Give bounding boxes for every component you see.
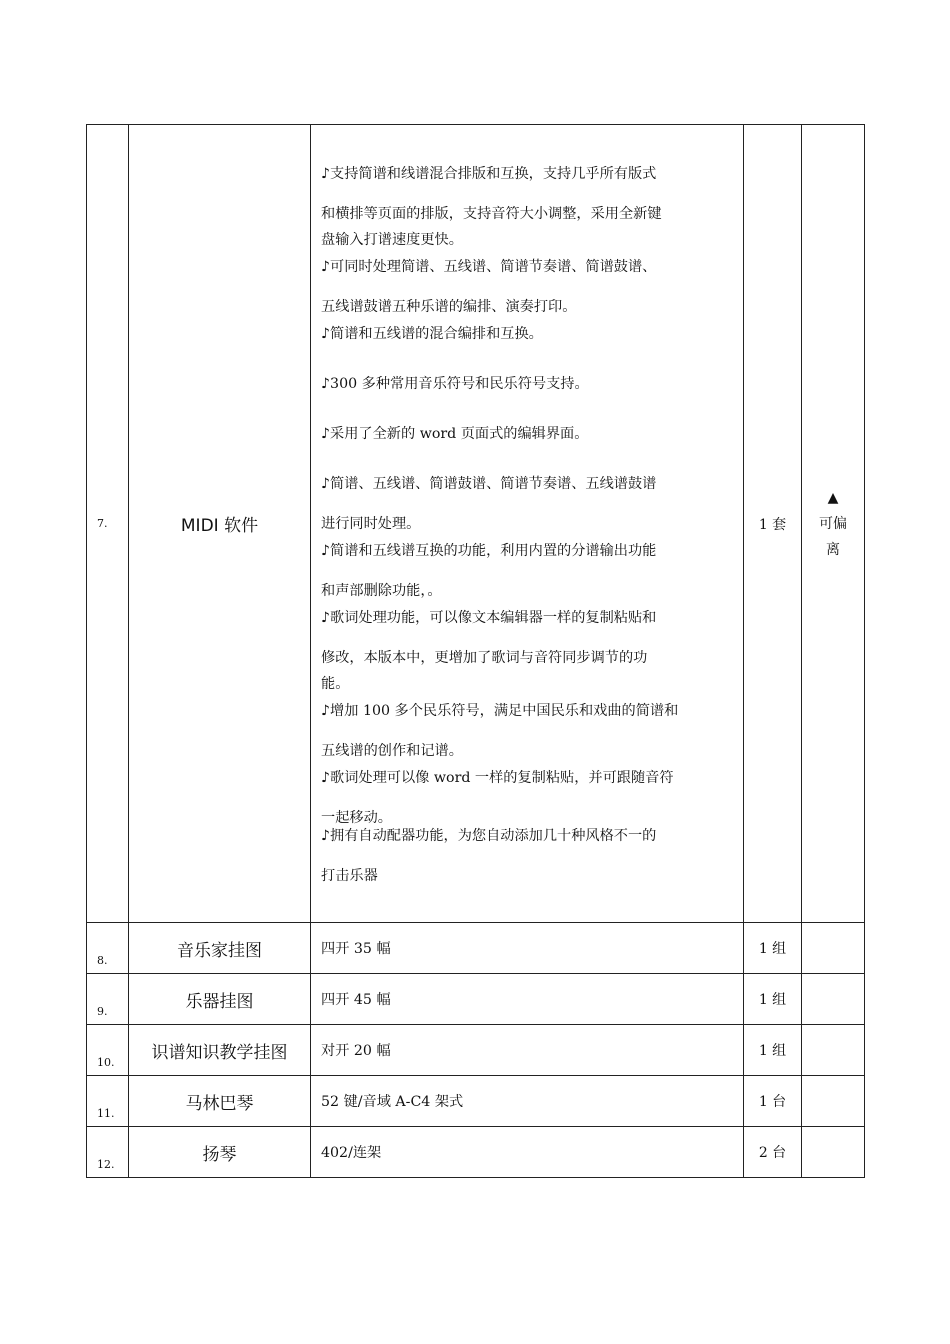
feature-item: ♪歌词处理可以像 word 一样的复制粘贴，并可跟随音符 一起移动。: [321, 769, 674, 826]
row-index: 12.: [87, 1127, 129, 1178]
row-index: 11.: [87, 1076, 129, 1127]
table-row-10: [87, 1025, 865, 1076]
item-name: 识谱知识教学挂图: [129, 1025, 311, 1076]
equipment-table: [86, 124, 865, 1178]
row-index: 8.: [87, 923, 129, 974]
row-index: 7.: [87, 125, 129, 923]
item-quantity: 1 台: [744, 1076, 802, 1127]
table-row-9: [87, 974, 865, 1025]
table-row-8: [87, 923, 865, 974]
feature-item: ♪拥有自动配器功能，为您自动添加几十种风格不一的 打击乐器: [321, 827, 657, 884]
feature-item: ♪支持简谱和线谱混合排版和互换，支持几乎所有版式 和横排等页面的排版，支持音符大小调整，采用全新键 盘输入打谱速度更快。: [321, 165, 662, 248]
item-quantity: 1 套: [744, 125, 802, 923]
item-spec: 四开 45 幅: [311, 974, 744, 1025]
row-index: 9.: [87, 974, 129, 1025]
item-note: [802, 1025, 865, 1076]
feature-item: ♪简谱和五线谱互换的功能，利用内置的分谱输出功能 和声部删除功能，。: [321, 542, 657, 599]
feature-item: ♪歌词处理功能，可以像文本编辑器一样的复制粘贴和 修改，本版本中，更增加了歌词与音符同步调节的功 能。: [321, 609, 657, 692]
note-text: 可偏: [819, 515, 847, 532]
item-quantity: 1 组: [744, 923, 802, 974]
item-spec: 52 键/音域 A-C4 架式: [311, 1076, 744, 1127]
table-row-11: [87, 1076, 865, 1127]
item-spec: 402/连架: [311, 1127, 744, 1178]
item-spec: 四开 35 幅: [311, 923, 744, 974]
item-spec: [311, 125, 744, 923]
feature-item: ♪采用了全新的 word 页面式的编辑界面。: [321, 425, 589, 442]
feature-item: ♪简谱、五线谱、简谱鼓谱、简谱节奏谱、五线谱鼓谱 进行同时处理。: [321, 475, 657, 532]
feature-item: ♪简谱和五线谱的混合编排和互换。: [321, 325, 543, 342]
item-name: MIDI 软件: [129, 125, 311, 923]
feature-item: ♪可同时处理简谱、五线谱、简谱节奏谱、简谱鼓谱、 五线谱鼓谱五种乐谱的编排、演奏打印。: [321, 258, 657, 315]
table-row-12: [87, 1127, 865, 1178]
item-quantity: 1 组: [744, 974, 802, 1025]
item-name: 扬琴: [129, 1127, 311, 1178]
table-row-7: [87, 125, 865, 923]
item-name: 音乐家挂图: [129, 923, 311, 974]
feature-item: ♪增加 100 多个民乐符号，满足中国民乐和戏曲的简谱和 五线谱的创作和记谱。: [321, 702, 679, 759]
note-text: 离: [826, 541, 840, 558]
row-index: 10.: [87, 1025, 129, 1076]
item-name: 乐器挂图: [129, 974, 311, 1025]
item-note: [802, 974, 865, 1025]
item-note: [802, 125, 865, 923]
item-note: [802, 923, 865, 974]
item-note: [802, 1127, 865, 1178]
item-name: 马林巴琴: [129, 1076, 311, 1127]
item-quantity: 2 台: [744, 1127, 802, 1178]
triangle-icon: ▲: [827, 489, 839, 506]
item-quantity: 1 组: [744, 1025, 802, 1076]
item-note: [802, 1076, 865, 1127]
feature-item: ♪300 多种常用音乐符号和民乐符号支持。: [321, 375, 589, 392]
item-spec: 对开 20 幅: [311, 1025, 744, 1076]
